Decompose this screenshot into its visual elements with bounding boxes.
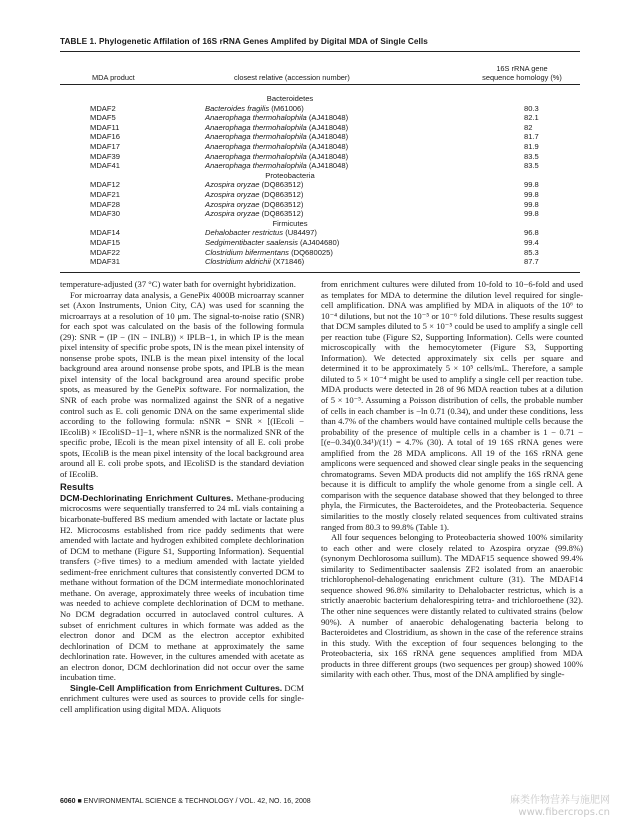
- closest-relative: [205, 180, 455, 190]
- single-cell-paragraph: [60, 683, 304, 715]
- enrichment-body: Methane-producing microcosms were sequentially transferred to 24 mL vials containing a bicarbonate-buffered BS medium amended with lactate or lactate plus H2. Microcosms established from rice paddy sediments that were amended with lactate and hydrogen exhibited complete dechlorination of DCM to methane (Figure S1, Supporting Information). Sequential transfers (>five times) to a medium amended with lactate yielded sediment-free enrichment cultures that consistently converted DCM to methane without formation of the DCM intermediate monochlorinated methane. On average, approximately three weeks of incubation time was needed to achieve complete dechlorination of DCM to methane. No DCM degradation occurred in autoclaved control cultures. A subset of enrichment cultures in which formate was added as the electron donor and DCM as the electron acceptor exhibited dechlorination of DCM to methane at approximately the same dechlorination rate. However, in the cultures amended with acetate as an electron donor, DCM dechlorination did not occur over the same incubation time.: [60, 492, 305, 683]
- mda-product: MDAF41: [90, 161, 120, 171]
- mda-product: MDAF39: [90, 151, 120, 161]
- table-row: [60, 180, 580, 190]
- closest-relative: [205, 104, 455, 114]
- table-row: [60, 257, 580, 267]
- sequence-homology: 83.5: [524, 151, 539, 161]
- accession-number: (DQ863512): [261, 180, 304, 190]
- sequence-homology: 99.8: [524, 209, 539, 219]
- accession-number: (AJ418048): [308, 161, 349, 171]
- group-name: Firmicutes: [272, 218, 308, 228]
- closest-relative: [205, 248, 455, 258]
- sequence-homology: 85.3: [524, 247, 539, 257]
- accession-number: (AJ418048): [308, 151, 349, 161]
- table-row: [60, 104, 580, 114]
- enrichment-paragraph: [60, 493, 304, 683]
- species-name: Azospira oryzae: [205, 189, 260, 199]
- table-title: TABLE 1. Phylogenetic Affilation of 16S rRNA Genes Amplifed by Digital MDA of Single Cells: [60, 37, 428, 46]
- accession-number: (AJ418048): [308, 113, 349, 123]
- closest-relative: [205, 123, 455, 133]
- species-name: Azospira oryzae: [205, 209, 260, 219]
- accession-number: (DQ863512): [261, 189, 304, 199]
- closest-relative: [205, 238, 455, 248]
- single-cell-run-in-heading: Single-Cell Amplification from Enrichment Cultures.: [70, 682, 283, 693]
- mda-product: MDAF11: [90, 122, 120, 132]
- header-closest-relative: closest relative (accession number): [234, 73, 350, 82]
- table-group-row: [60, 171, 580, 181]
- watermark-line1: 麻类作物营养与施肥网: [510, 795, 610, 806]
- species-name: Azospira oryzae: [205, 180, 260, 190]
- table-group-row: [60, 94, 580, 104]
- dilution-paragraph: from enrichment cultures were diluted from 10-fold to 10−6-fold and used as templates for MDA to determine the dilution level required for single-cell amplification. DNA was amplified by MDA in aliquots of the 10⁶ to 10⁻⁴ dilutions, but not the 10⁻⁵ or 10⁻⁶ fold dilutions. These results suggest that DCM samples diluted to 5 × 10⁻⁵ could be used to amplify a single cell per reaction tube (Figure S2, Supporting Information). Cells were counted microscopically with the hemocytometer (Figure S3, Supporting Information). We detected approximately six cells per square and determined it to be approximately 5 × 10⁵ cells/mL. Therefore, a sample diluted to 5 × 10⁻⁴ might be used to amplify a single cell per reaction tube. MDA products were detected in 28 of 96 MDA reaction tubes at a dilution of 5 × 10⁻⁵. Assuming a Poisson distribution of cells, the probable number of cells in each chamber is −ln 0.71 (0.34), and under these conditions, less than 4.7% of the chambers would have contained multiple cells because the probability of the presence of multiple cells in a chamber is 1 − 0.71 − [(e−0.34)(0.34¹)/(1!) = 4.7% (30). A total of 19 16S rRNA genes were amplified from the 28 MDA amplicons. All 19 of the 16S rRNA gene amplicons were sequenced and showed clear single peaks in the sequencing chromatograms. Seven MDA products did not amplify the 16S rRNA gene because it is difficult to amplify the whole genome from a single cell. A comparison with the sequence database showed that they belonged to three phyla, the Firmicutes, the Bacteroidetes, and the Proteobacteria. Sequence similarities to the mostly closely related sequences from cultivated strains ranged from 80.3 to 99.8% (Table 1).: [321, 279, 583, 532]
- table-row: [60, 228, 580, 238]
- left-column: [60, 279, 304, 714]
- sequence-homology: 81.9: [524, 141, 539, 151]
- table-row: [60, 248, 580, 258]
- accession-number: (DQ680025): [291, 247, 333, 257]
- species-name: Anaerophaga thermohalophila: [205, 132, 307, 142]
- journal-info: ■ ENVIRONMENTAL SCIENCE & TECHNOLOGY / VOL. 42, NO. 16, 2008: [77, 798, 311, 805]
- species-name: Anaerophaga thermohalophila: [205, 122, 307, 132]
- table-bottom-rule: [60, 272, 580, 273]
- sequence-homology: 82: [524, 122, 533, 132]
- accession-number: (M61006): [271, 103, 304, 113]
- sequence-homology: 99.8: [524, 180, 539, 190]
- closest-relative: [205, 132, 455, 142]
- sequence-homology: 81.7: [524, 132, 539, 142]
- accession-number: (DQ863512): [261, 209, 304, 219]
- species-name: Anaerophaga thermohalophila: [205, 113, 307, 123]
- header-homology-line1: 16S rRNA gene: [496, 64, 548, 73]
- accession-number: (AJ418048): [308, 141, 349, 151]
- mda-product: MDAF15: [90, 237, 120, 247]
- table-row: [60, 132, 580, 142]
- closest-relative: [205, 209, 455, 219]
- page-footer: [60, 798, 311, 805]
- table-row: [60, 123, 580, 133]
- enrichment-run-in-heading: DCM-Dechlorinating Enrichment Cultures.: [60, 492, 234, 503]
- species-name: Anaerophaga thermohalophila: [205, 161, 307, 171]
- group-name: Bacteroidetes: [266, 94, 314, 103]
- hybridization-paragraph: temperature-adjusted (37 °C) water bath for overnight hybridization.: [60, 279, 296, 289]
- closest-relative: [205, 152, 455, 162]
- accession-number: (AJ404680): [300, 237, 340, 247]
- closest-relative: [205, 190, 455, 200]
- sequence-similarity-paragraph: All four sequences belonging to Proteobacteria showed 100% similarity to each other and were closely related to Azospira oryzae (99.8%) (synonym Dechlorosoma suillum). The MDAF15 sequence showed 99.4% similarity to Sedimentibacter saalensis ZF2 isolated from an anaerobic trichlorophenol-dehalogenating enrichment culture (31). The MDAF14 sequence showed 96.8% similarity to Dehalobacter restrictus, which is a strictly anaerobic bacterium dehalorespiring tetra- and trichloroethene (32). The other nine sequences were distantly related to cultivated strains (below 90%). A number of anaerobic dehalogenating bacteria belong to Bacteroidetes and Clostridium, as shown in the case of the reference strains in this study. With the exception of four sequences belonging to the Proteobacteria, six 16S rRNA gene sequences amplified from MDA products in three different groups (two sequences per group) showed 100% similarity with each other. Thus, most of the DNA amplified by single-: [321, 532, 583, 680]
- accession-number: (AJ418048): [308, 132, 349, 142]
- table-row: [60, 152, 580, 162]
- page-number: 6060: [60, 798, 76, 805]
- closest-relative: [205, 161, 455, 171]
- right-column: [321, 279, 583, 680]
- accession-number: (DQ863512): [261, 199, 304, 209]
- mda-product: MDAF5: [90, 113, 116, 123]
- sequence-homology: 96.8: [524, 228, 539, 238]
- phylogenetic-table: [60, 94, 580, 267]
- results-heading: Results: [60, 481, 94, 493]
- group-name: Proteobacteria: [265, 170, 315, 180]
- microarray-analysis-paragraph: For microarray data analysis, a GenePix 4000B microarray scanner set (Axon Instruments, Union City, CA) was used for scanning the microarrays at a resolution of 10 μm. The signal-to-noise ratio (SNR) for each spot was calculated on the basis of the following formula (29): SNR = (IP − (IN − INLB)) × IPLB−1, in which IP is the mean pixel intensity of specific probe spots, IN is the mean pixel intensity of nonsense probe spots, INLB is the mean pixel intensity of the local background area around nonsense probe spots, and IPLB is the mean pixel intensity of the local background area around specific probe spots, as measured by the GenePix software. For normalization, the SNR of each probe was normalized against the SNR of a negative control such as E. coli genomic DNA on the same experimental slide according to the following formula: nSNR = SNR × [(IEcoli − IEcoliB) × IEcoliSD−1]−1, where nSNR is the normalized SNR of the specific probe, IEcoli is the mean pixel intensity of all E. coli probe spots, IEcoliB is the mean pixel intensity of the local background area around all E. coli probe spots, and IEcoliSD is the standard deviation of IEcoliB.: [60, 289, 304, 479]
- sequence-homology: 87.7: [524, 257, 539, 267]
- mda-product: MDAF28: [90, 199, 120, 209]
- table-row: [60, 113, 580, 123]
- mda-product: MDAF21: [90, 189, 120, 199]
- header-homology-line2: sequence homology (%): [482, 73, 562, 82]
- sequence-homology: 82.1: [524, 113, 539, 123]
- closest-relative: [205, 113, 455, 123]
- closest-relative: [205, 257, 455, 267]
- accession-number: (U84497): [285, 228, 317, 238]
- species-name: Sedgimentibacter saalensis: [205, 237, 298, 247]
- table-header-rule: [60, 84, 580, 85]
- species-name: Clostridium aldrichii: [205, 257, 271, 267]
- table-row: [60, 190, 580, 200]
- sequence-homology: 99.8: [524, 189, 539, 199]
- watermark-line2: www.fibercrops.cn: [518, 807, 610, 818]
- accession-number: (X71846): [272, 257, 305, 267]
- mda-product: MDAF16: [90, 132, 120, 142]
- table-row: [60, 161, 580, 171]
- table-top-rule: [60, 51, 580, 52]
- closest-relative: [205, 142, 455, 152]
- mda-product: MDAF14: [90, 228, 120, 238]
- species-name: Azospira oryzae: [205, 199, 260, 209]
- mda-product: MDAF2: [90, 103, 116, 113]
- mda-product: MDAF12: [90, 180, 120, 190]
- table-row: [60, 142, 580, 152]
- sequence-homology: 99.4: [524, 237, 539, 247]
- species-name: Anaerophaga thermohalophila: [205, 151, 307, 161]
- mda-product: MDAF31: [90, 257, 120, 267]
- species-name: Clostridium bifermentans: [205, 247, 289, 257]
- sequence-homology: 99.8: [524, 199, 539, 209]
- single-cell-body: DCM enrichment cultures were used as sources to provide cells for single-cell amplification using digital MDA. Aliquots: [60, 682, 304, 714]
- mda-product: MDAF30: [90, 209, 120, 219]
- closest-relative: [205, 228, 455, 238]
- species-name: Anaerophaga thermohalophila: [205, 141, 307, 151]
- watermark: [510, 795, 610, 819]
- table-row: [60, 200, 580, 210]
- table-row: [60, 209, 580, 219]
- header-mda-product: MDA product: [92, 73, 135, 82]
- mda-product: MDAF17: [90, 141, 120, 151]
- sequence-homology: 80.3: [524, 103, 539, 113]
- species-name: Bacteroides fragilis: [205, 103, 270, 113]
- species-name: Dehalobacter restrictus: [205, 228, 284, 238]
- mda-product: MDAF22: [90, 247, 120, 257]
- table-group-row: [60, 219, 580, 229]
- accession-number: (AJ418048): [308, 122, 349, 132]
- table-row: [60, 238, 580, 248]
- sequence-homology: 83.5: [524, 161, 539, 171]
- closest-relative: [205, 200, 455, 210]
